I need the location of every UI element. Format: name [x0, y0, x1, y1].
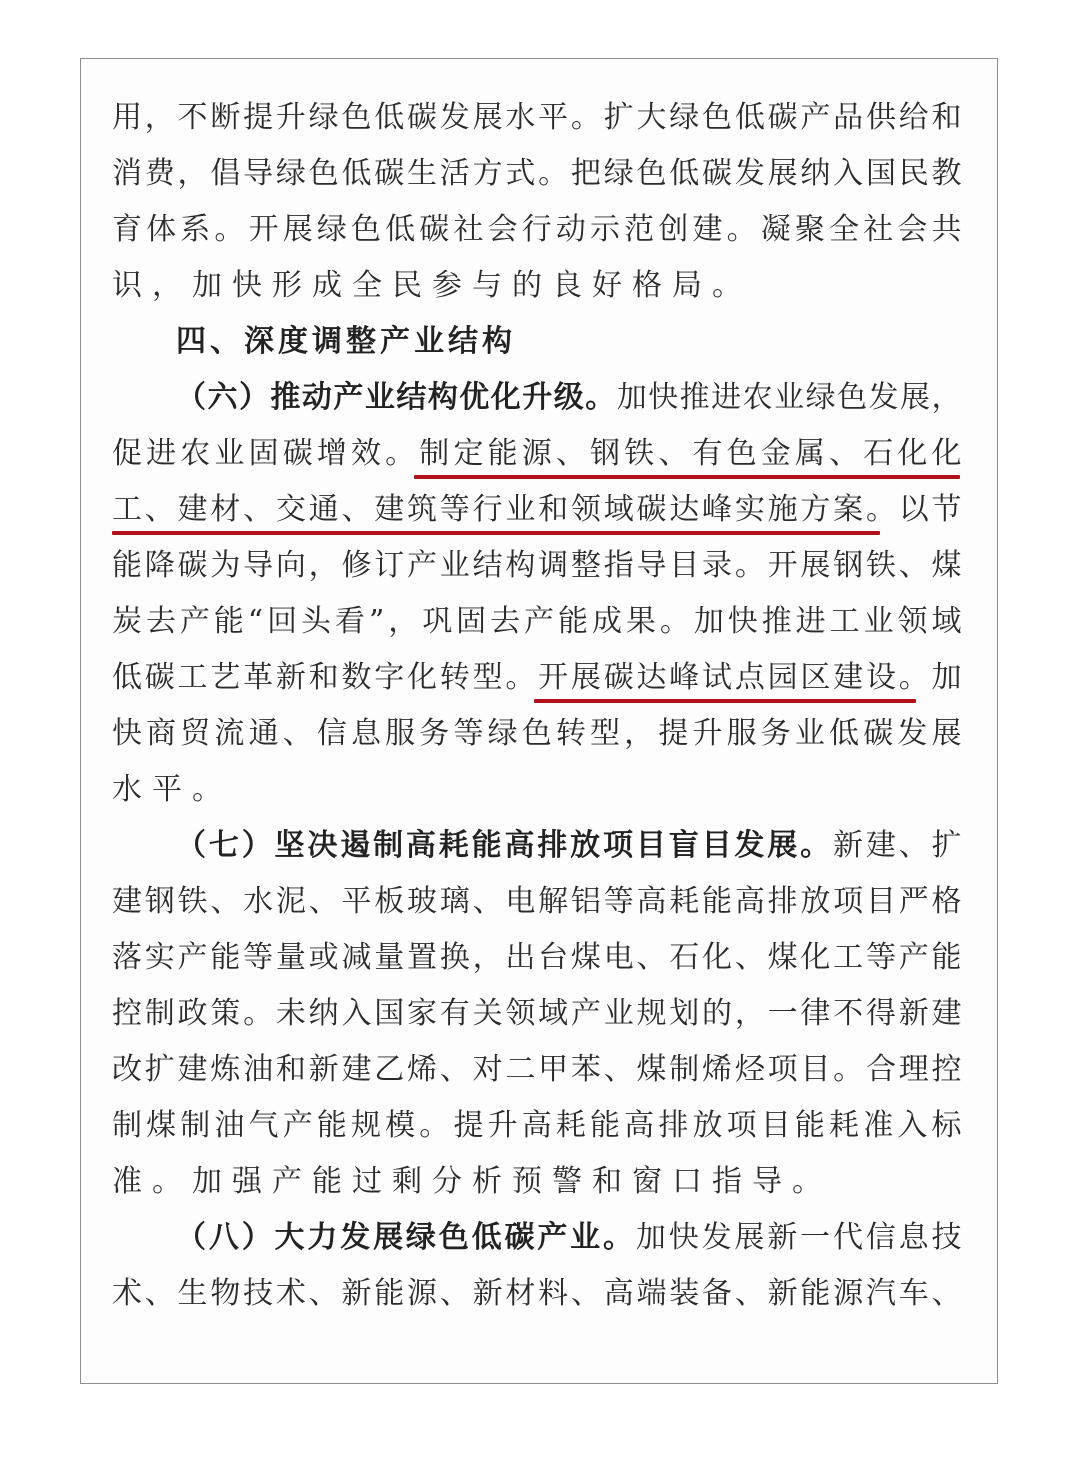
- paragraph-6-first-line-rest: 加快推进农业绿色发展，: [616, 380, 963, 415]
- text-line: 低碳工艺革新和数字化转型。开展碳达峰试点园区建设。加: [112, 660, 962, 695]
- paragraph-8-title: （八）大力发展绿色低碳产业。: [176, 1220, 636, 1255]
- text-line: 识，加快形成全民参与的良好格局。: [112, 268, 752, 303]
- text-line: 水平。: [112, 772, 232, 807]
- text-line: 用，不断提升绿色低碳发展水平。扩大绿色低碳产品供给和: [112, 100, 962, 135]
- red-underline-mark: [414, 475, 960, 479]
- text-line: 建钢铁、水泥、平板玻璃、电解铝等高耗能高排放项目严格: [112, 884, 962, 919]
- paragraph-6-title: （六）推动产业结构优化升级。: [176, 380, 617, 415]
- text-line: 落实产能等量或减量置换，出台煤电、石化、煤化工等产能: [112, 940, 962, 975]
- text-line: 控制政策。未纳入国家有关领域产业规划的，一律不得新建: [112, 996, 962, 1031]
- red-underline-mark: [112, 531, 880, 535]
- text-line: 消费，倡导绿色低碳生活方式。把绿色低碳发展纳入国民教: [112, 156, 962, 191]
- paragraph-7-first-line-rest: 新建、扩: [832, 828, 963, 863]
- text-line: 促进农业固碳增效。制定能源、钢铁、有色金属、石化化: [112, 436, 962, 471]
- text-line: 能降碳为导向，修订产业结构调整指导目录。开展钢铁、煤: [112, 548, 962, 583]
- red-underline-mark: [534, 699, 916, 703]
- paragraph-8-first-line: [176, 1210, 962, 1266]
- text-line: 准。加强产能过剩分析预警和窗口指导。: [112, 1164, 832, 1199]
- paragraph-6-first-line: [176, 370, 962, 426]
- text-line: 改扩建炼油和新建乙烯、对二甲苯、煤制烯烃项目。合理控: [112, 1052, 962, 1087]
- text-line: 术、生物技术、新能源、新材料、高端装备、新能源汽车、: [112, 1276, 962, 1311]
- paragraph-7-first-line: [176, 818, 962, 874]
- text-line: 工、建材、交通、建筑等行业和领域碳达峰实施方案。以节: [112, 492, 962, 527]
- text-line: 制煤制油气产能规模。提升高耗能高排放项目能耗准入标: [112, 1108, 962, 1143]
- text-line: 快商贸流通、信息服务等绿色转型，提升服务业低碳发展: [112, 716, 962, 751]
- paragraph-7-title: （七）坚决遏制高耗能高排放项目盲目发展。: [176, 828, 833, 863]
- text-line: 炭去产能“回头看”，巩固去产能成果。加快推进工业领域: [112, 604, 962, 639]
- paragraph-8-first-line-rest: 加快发展新一代信息技: [635, 1220, 963, 1255]
- section-heading: 四、深度调整产业结构: [176, 324, 516, 359]
- text-line: 育体系。开展绿色低碳社会行动示范创建。凝聚全社会共: [112, 212, 962, 247]
